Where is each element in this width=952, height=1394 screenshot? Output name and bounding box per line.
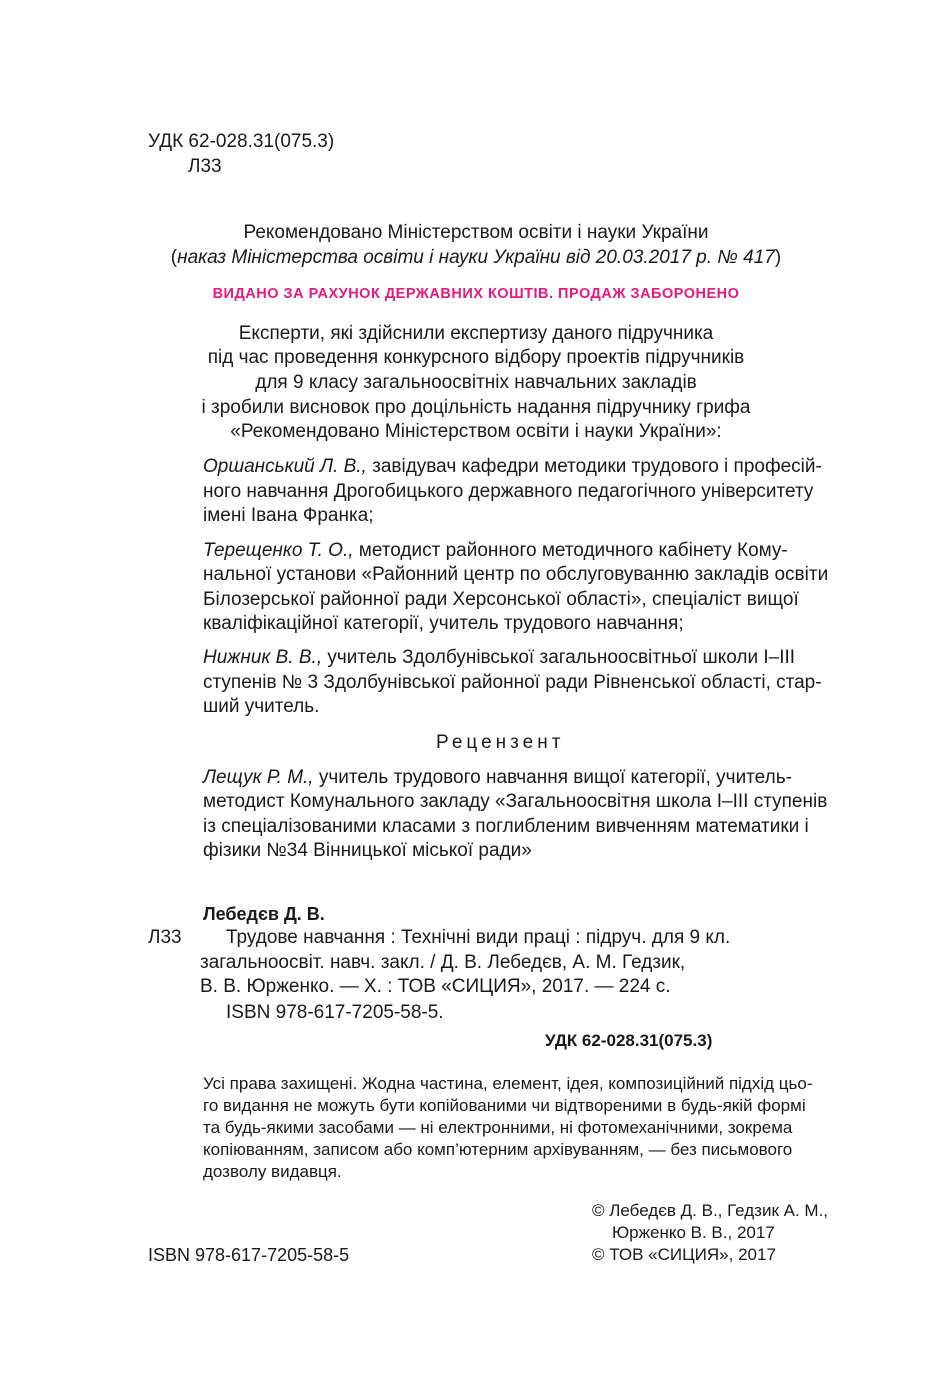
experts-intro-line: для 9 класу загальноосвітніх навчальних закладів bbox=[255, 372, 697, 393]
footer-isbn: ISBN 978-617-7205-58-5 bbox=[148, 1245, 350, 1265]
udk-code: УДК 62-028.31(075.3) bbox=[148, 131, 335, 152]
expert-name: Нижник В. В., bbox=[203, 647, 323, 668]
catalog-isbn: ISBN 978-617-7205-58-5. bbox=[226, 1002, 444, 1023]
reviewer-heading: Рецензент bbox=[436, 732, 565, 753]
reviewer-entry-line: методист Комунального закладу «Загальноосвітня школа І–ІІІ ступенів bbox=[203, 791, 828, 812]
reviewer-name: Лещук Р. М., bbox=[203, 767, 314, 788]
rights-line: дозволу видавця. bbox=[203, 1162, 342, 1181]
expert-entry: Оршанський Л. В., завідувач кафедри методики трудового і професій- bbox=[203, 456, 822, 477]
catalog-title-line: В. В. Юрженко. — Х. : ТОВ «СИЦИЯ», 2017. — 224 с. bbox=[200, 976, 671, 997]
expert-name: Оршанський Л. В., bbox=[203, 456, 367, 477]
library-code: Л33 bbox=[188, 156, 222, 177]
experts-intro-line: «Рекомендовано Міністерством освіти і науки України»: bbox=[230, 421, 722, 442]
rights-line: та будь-якими засобами — ні електронними, ні фотомеханічними, зокрема bbox=[203, 1118, 793, 1137]
expert-entry: Нижник В. В., учитель Здолбунівської загальноосвітньої школи І–ІІІ bbox=[203, 647, 796, 668]
copyright-authors-cont: Юрженко В. В., 2017 bbox=[612, 1223, 775, 1242]
expert-entry-line: Білозерської районної ради Херсонської області», спеціаліст вищої bbox=[203, 589, 799, 610]
reviewer-entry-line: із спеціалізованими класами з поглибленим вивченням математики і bbox=[203, 816, 809, 837]
catalog-author: Лебедєв Д. В. bbox=[203, 904, 325, 924]
expert-entry-line: імені Івана Франка; bbox=[203, 505, 374, 526]
expert-entry-line: кваліфікаційної категорії, учитель трудового навчання; bbox=[203, 613, 684, 634]
rights-line: копіюванням, записом або комп’ютерним архівуванням, — без письмового bbox=[203, 1140, 793, 1159]
expert-name: Терещенко Т. О., bbox=[203, 540, 354, 561]
experts-intro-line: під час проведення конкурсного відбору проектів підручників bbox=[207, 347, 745, 368]
expert-entry: Терещенко Т. О., методист районного методичного кабінету Кому- bbox=[203, 540, 788, 561]
copyright-authors: © Лебедєв Д. В., Гедзик А. М., bbox=[592, 1201, 829, 1220]
rights-line: Усі права захищені. Жодна частина, елемент, ідея, композиційний підхід цьо- bbox=[203, 1074, 813, 1093]
expert-entry-line: ного навчання Дрогобицького державного педагогічного університету bbox=[203, 481, 814, 502]
expert-entry-line: ший учитель. bbox=[203, 696, 320, 717]
catalog-code: Л33 bbox=[148, 927, 182, 948]
catalog-udk: УДК 62-028.31(075.3) bbox=[545, 1031, 713, 1050]
expert-entry-line: нальної установи «Районний центр по обслуговуванню закладів освіти bbox=[203, 564, 829, 585]
experts-intro-line: і зробили висновок про доцільність надання підручнику грифа bbox=[201, 397, 751, 418]
state-funded-notice: ВИДАНО ЗА РАХУНОК ДЕРЖАВНИХ КОШТІВ. ПРОДАЖ ЗАБОРОНЕНО bbox=[212, 286, 740, 302]
catalog-title-line: Трудове навчання : Технічні види праці : підруч. для 9 кл. bbox=[226, 927, 731, 948]
expert-entry-line: ступенів № 3 Здолбунівської районної ради Рівненської області, стар- bbox=[203, 672, 822, 693]
rights-line: го видання не можуть бути копійованими чи відтвореними в будь-якій формі bbox=[203, 1096, 806, 1115]
reviewer-entry: Лещук Р. М., учитель трудового навчання вищої категорії, учитель- bbox=[203, 767, 792, 788]
order-line: (наказ Міністерства освіти і науки України від 20.03.2017 р. № 417) bbox=[170, 247, 782, 268]
copyright-publisher: © ТОВ «СИЦИЯ», 2017 bbox=[592, 1245, 776, 1264]
reviewer-entry-line: фізики №34 Вінницької міської ради» bbox=[203, 840, 532, 861]
experts-intro-line: Експерти, які здійснили експертизу даного підручника bbox=[238, 323, 714, 344]
catalog-title-line: загальноосвіт. навч. закл. / Д. В. Лебедєв, А. М. Гедзик, bbox=[200, 952, 686, 973]
recommendation-line: Рекомендовано Міністерством освіти і науки України bbox=[243, 222, 709, 243]
